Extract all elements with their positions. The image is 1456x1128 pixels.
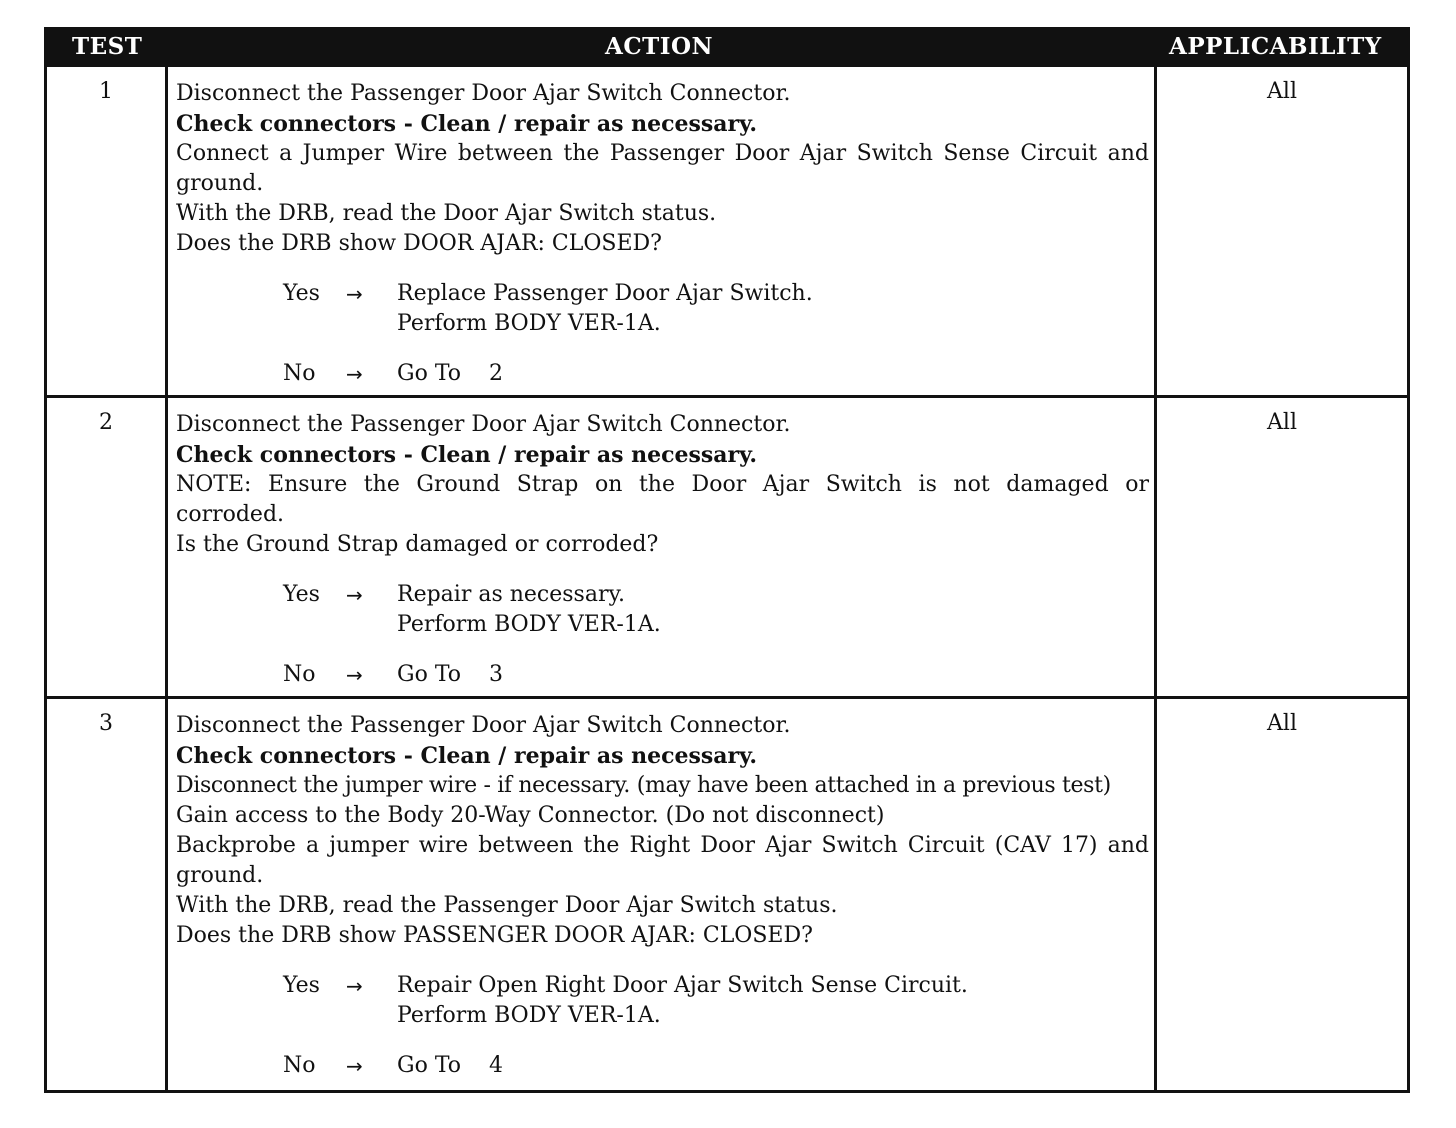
action-line: ground. (176, 171, 264, 196)
action-line: Backprobe a jumper wire between the Right Door Ajar Switch Circuit (CAV 17) and (176, 833, 1149, 858)
header-applicability: APPLICABILITY (1169, 33, 1382, 60)
right-arrow-icon: → (346, 1054, 363, 1078)
test-number: 3 (99, 711, 113, 736)
no-branch (176, 660, 1149, 690)
no-label: No (283, 662, 316, 687)
action-line-bold: Check connectors - Clean / repair as necessary. (176, 111, 758, 137)
go-to-label: Go To (397, 662, 462, 687)
yes-label: Yes (283, 582, 320, 607)
no-label: No (283, 1053, 316, 1078)
yes-result: Repair as necessary. (397, 582, 625, 607)
no-branch (176, 359, 1149, 389)
action-line: Disconnect the jumper wire - if necessary. (may have been attached in a previous test) (176, 773, 1111, 798)
yes-branch-continued (176, 309, 1149, 339)
decision-branches (176, 279, 1149, 389)
action-cell (176, 711, 1149, 1081)
test-number: 1 (99, 79, 113, 104)
header-test: TEST (72, 33, 143, 60)
decision-branches (176, 580, 1149, 690)
action-line: NOTE: Ensure the Ground Strap on the Door Ajar Switch is not damaged or (176, 472, 1149, 497)
applicability-cell: All (1267, 79, 1297, 104)
action-line-bold: Check connectors - Clean / repair as necessary. (176, 743, 758, 769)
action-line: With the DRB, read the Passenger Door Ajar Switch status. (176, 893, 838, 918)
right-arrow-icon: → (346, 663, 363, 687)
go-to-test-number: 3 (489, 662, 503, 687)
action-line: Is the Ground Strap damaged or corroded? (176, 532, 659, 557)
action-line: Disconnect the Passenger Door Ajar Switch Connector. (176, 412, 791, 437)
yes-result: Perform BODY VER-1A. (397, 1003, 661, 1028)
right-arrow-icon: → (346, 583, 363, 607)
yes-label: Yes (283, 281, 320, 306)
action-line: corroded. (176, 502, 285, 527)
yes-branch-continued (176, 1001, 1149, 1031)
yes-result: Perform BODY VER-1A. (397, 612, 661, 637)
yes-branch (176, 580, 1149, 610)
diagnostic-table (44, 27, 1410, 1093)
yes-branch (176, 279, 1149, 309)
decision-branches (176, 971, 1149, 1081)
header-action: ACTION (605, 33, 714, 60)
right-arrow-icon: → (346, 362, 363, 386)
yes-branch-continued (176, 610, 1149, 640)
go-to-label: Go To (397, 361, 462, 386)
yes-result: Repair Open Right Door Ajar Switch Sense Circuit. (397, 973, 968, 998)
action-line: Does the DRB show DOOR AJAR: CLOSED? (176, 231, 662, 256)
no-branch (176, 1051, 1149, 1081)
go-to-test-number: 2 (489, 361, 503, 386)
action-line: Connect a Jumper Wire between the Passenger Door Ajar Switch Sense Circuit and (176, 141, 1149, 166)
go-to-label: Go To (397, 1053, 462, 1078)
table-row (47, 398, 1407, 696)
test-number: 2 (99, 410, 113, 435)
yes-label: Yes (283, 973, 320, 998)
applicability-cell: All (1267, 711, 1297, 736)
table-header (44, 27, 1410, 67)
right-arrow-icon: → (346, 974, 363, 998)
applicability-cell: All (1267, 410, 1297, 435)
action-line: ground. (176, 863, 264, 888)
action-line: Disconnect the Passenger Door Ajar Switch Connector. (176, 81, 791, 106)
action-cell (176, 79, 1149, 389)
action-line: With the DRB, read the Door Ajar Switch status. (176, 201, 717, 226)
right-arrow-icon: → (346, 282, 363, 306)
action-line: Disconnect the Passenger Door Ajar Switch Connector. (176, 713, 791, 738)
no-label: No (283, 361, 316, 386)
yes-result: Replace Passenger Door Ajar Switch. (397, 281, 813, 306)
table-row (47, 699, 1407, 1090)
yes-result: Perform BODY VER-1A. (397, 311, 661, 336)
go-to-test-number: 4 (489, 1053, 503, 1078)
action-cell (176, 410, 1149, 690)
action-line: Gain access to the Body 20-Way Connector. (Do not disconnect) (176, 803, 885, 828)
action-line-bold: Check connectors - Clean / repair as necessary. (176, 442, 758, 468)
table-row (47, 67, 1407, 395)
yes-branch (176, 971, 1149, 1001)
action-line: Does the DRB show PASSENGER DOOR AJAR: CLOSED? (176, 923, 813, 948)
